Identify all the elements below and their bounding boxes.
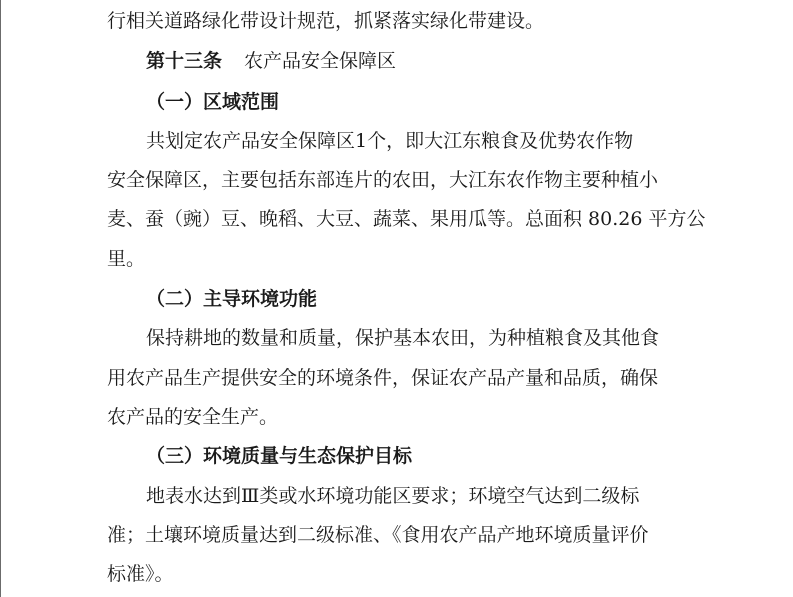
paragraph-line: 里。 <box>107 248 146 270</box>
section-heading-function: （二）主导环境功能 <box>146 288 318 310</box>
paragraph-line: 准；土壤环境质量达到二级标准、《食用农产品产地环境质量评价 <box>107 524 649 546</box>
paragraph-line: 用农产品生产提供安全的环境条件，保证农产品产量和品质，确保 <box>107 367 659 389</box>
article-title: 农产品安全保障区 <box>244 50 397 72</box>
paragraph-line: 共划定农产品安全保障区1个，即大江东粮食及优势农作物 <box>146 130 634 152</box>
paragraph-line: 保持耕地的数量和质量，保护基本农田，为种植粮食及其他食 <box>146 327 660 349</box>
article-number: 第十三条 <box>146 50 223 72</box>
section-heading-scope: （一）区域范围 <box>146 91 280 113</box>
section-heading-targets: （三）环境质量与生态保护目标 <box>146 445 413 467</box>
page-left-edge <box>0 0 1 597</box>
paragraph-line: 麦、蚕（豌）豆、晚稻、大豆、蔬菜、果用瓜等。总面积 80.26 平方公 <box>107 208 706 230</box>
paragraph-line: 安全保障区，主要包括东部连片的农田，大江东农作物主要种植小 <box>107 169 659 191</box>
paragraph-line: 地表水达到Ⅲ类或水环境功能区要求；环境空气达到二级标 <box>146 485 640 507</box>
paragraph-line: 农产品的安全生产。 <box>107 406 279 428</box>
continuation-line: 行相关道路绿化带设计规范，抓紧落实绿化带建设。 <box>107 10 545 32</box>
paragraph-line: 标准》。 <box>107 563 174 585</box>
article-heading <box>146 48 546 74</box>
